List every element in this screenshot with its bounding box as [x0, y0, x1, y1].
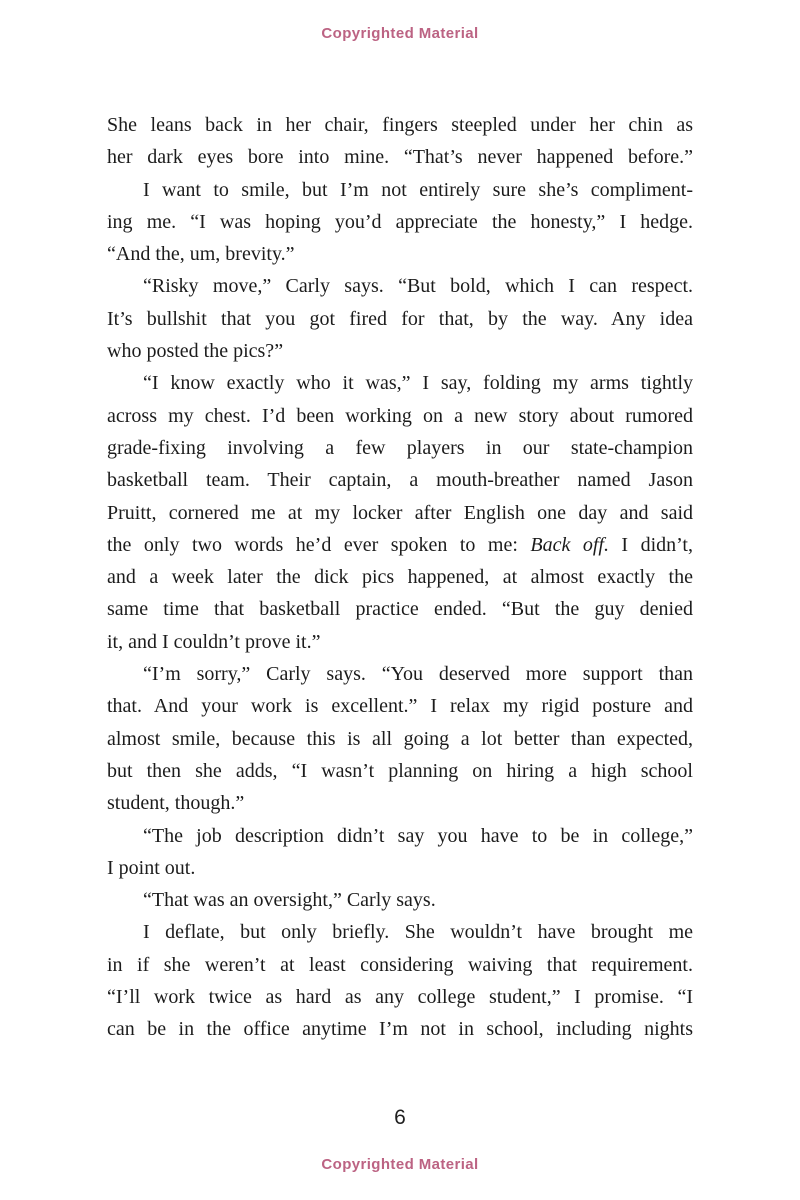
- text-segment: student, though.”: [107, 792, 245, 815]
- text-segment: the only two words he’d ever spoken to me:: [107, 533, 531, 556]
- text-segment: It’s bullshit that you got fired for that, by the way. Any idea: [107, 307, 693, 330]
- text-line: [107, 497, 693, 529]
- text-line: [107, 755, 693, 787]
- text-segment: “I’m sorry,” Carly says. “You deserved more support than: [143, 663, 693, 686]
- text-line: [107, 1013, 693, 1045]
- text-segment: can be in the office anytime I’m not in school, including nights: [107, 1018, 693, 1041]
- text-line: [107, 206, 693, 238]
- text-segment: in if she weren’t at least considering waiving that requirement.: [107, 953, 693, 976]
- text-segment: “The job description didn’t say you have to be in college,”: [143, 824, 693, 847]
- text-segment: but then she adds, “I wasn’t planning on hiring a high school: [107, 759, 693, 782]
- text-segment: ing me. “I was hoping you’d appreciate the honesty,” I hedge.: [107, 210, 693, 233]
- copyright-watermark-top: Copyrighted Material: [321, 25, 479, 42]
- text-segment: “And the, um, brevity.”: [107, 243, 295, 266]
- text-line: [107, 658, 693, 690]
- text-line: [107, 820, 693, 852]
- text-segment: basketball team. Their captain, a mouth-breather named Jason: [107, 469, 693, 492]
- text-line: [107, 529, 693, 561]
- body-text: [107, 109, 693, 1046]
- text-segment: Pruitt, cornered me at my locker after English one day and said: [107, 501, 693, 524]
- text-segment: across my chest. I’d been working on a new story about rumored: [107, 404, 693, 427]
- copyright-watermark-bottom: Copyrighted Material: [321, 1156, 479, 1173]
- text-line: [107, 238, 693, 270]
- text-line: [107, 916, 693, 948]
- italic-phrase: Back off.: [530, 533, 609, 556]
- text-line: [107, 884, 693, 916]
- text-segment: I point out.: [107, 856, 196, 879]
- text-line: [107, 626, 693, 658]
- text-line: [107, 141, 693, 173]
- text-line: [107, 723, 693, 755]
- text-line: [107, 787, 693, 819]
- text-line: [107, 270, 693, 302]
- text-segment: “I’ll work twice as hard as any college student,” I promise. “I: [107, 986, 693, 1009]
- text-segment: “That was an oversight,” Carly says.: [143, 889, 436, 912]
- text-segment: her dark eyes bore into mine. “That’s never happened before.”: [107, 146, 693, 169]
- text-line: [107, 852, 693, 884]
- text-line: [107, 432, 693, 464]
- text-line: [107, 690, 693, 722]
- text-line: [107, 174, 693, 206]
- text-line: [107, 561, 693, 593]
- text-segment: “I know exactly who it was,” I say, folding my arms tightly: [143, 372, 693, 395]
- text-line: [107, 464, 693, 496]
- page-number: 6: [394, 1106, 406, 1129]
- text-segment: and a week later the dick pics happened, at almost exactly the: [107, 566, 693, 589]
- text-segment: She leans back in her chair, fingers steepled under her chin as: [107, 114, 693, 136]
- text-segment: that. And your work is excellent.” I relax my rigid posture and: [107, 695, 693, 718]
- text-line: [107, 593, 693, 625]
- text-segment: “Risky move,” Carly says. “But bold, which I can respect.: [143, 275, 693, 298]
- text-line: [107, 109, 693, 141]
- text-segment: I deflate, but only briefly. She wouldn’t have brought me: [143, 921, 693, 944]
- text-line: [107, 367, 693, 399]
- text-segment: I didn’t,: [608, 533, 693, 556]
- text-segment: almost smile, because this is all going a lot better than expected,: [107, 727, 693, 750]
- text-line: [107, 335, 693, 367]
- text-segment: same time that basketball practice ended. “But the guy denied: [107, 598, 693, 621]
- text-line: [107, 981, 693, 1013]
- text-segment: grade-fixing involving a few players in our state-champion: [107, 436, 693, 459]
- text-line: [107, 400, 693, 432]
- text-segment: it, and I couldn’t prove it.”: [107, 630, 321, 653]
- text-line: [107, 949, 693, 981]
- text-line: [107, 303, 693, 335]
- text-segment: who posted the pics?”: [107, 340, 284, 363]
- text-segment: I want to smile, but I’m not entirely sure she’s compliment-: [143, 178, 693, 201]
